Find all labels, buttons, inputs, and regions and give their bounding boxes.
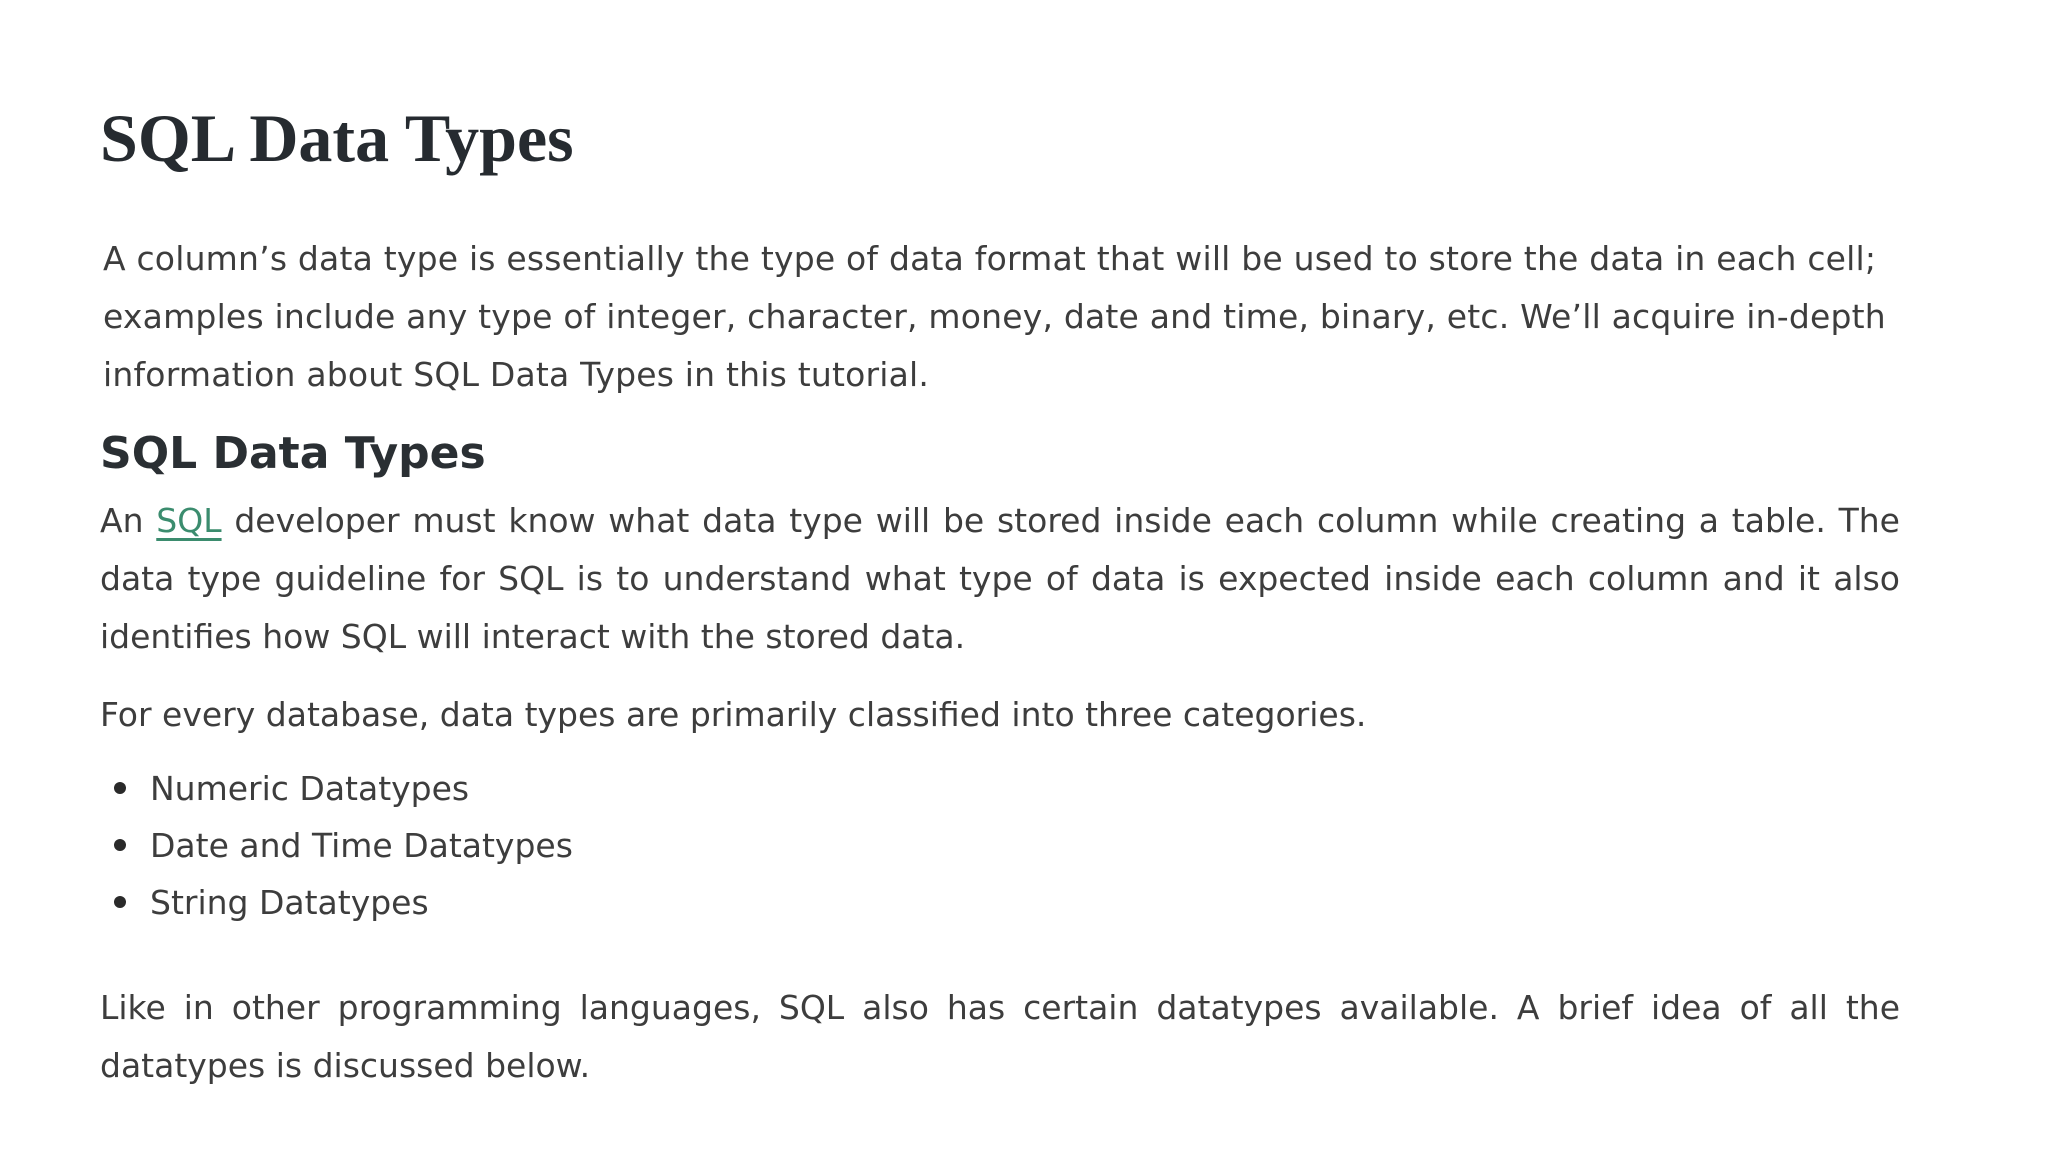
- category-label: Date and Time Datatypes: [150, 826, 573, 865]
- developer-paragraph: [100, 492, 1900, 666]
- category-list: [100, 760, 1980, 931]
- page-title: SQL Data Types: [100, 100, 574, 176]
- list-item: [150, 760, 1980, 817]
- article: [100, 90, 1980, 1095]
- bullet-icon: [114, 782, 126, 794]
- section-heading: SQL Data Types: [100, 428, 486, 479]
- sql-link[interactable]: SQL: [156, 501, 222, 540]
- category-label: String Datatypes: [150, 883, 429, 922]
- classification-paragraph: For every database, data types are primarily classified into three categories.: [100, 695, 1367, 734]
- developer-paragraph-prefix: An: [100, 501, 157, 540]
- bullet-icon: [114, 896, 126, 908]
- bullet-icon: [114, 839, 126, 851]
- intro-paragraph: A column’s data type is essentially the type of data format that will be used to store the data in each cell; examples include any type of integer, character, money, date and time, binary, etc. We’ll acquire in-depth information about SQL Data Types in this tutorial.: [103, 239, 1886, 394]
- developer-paragraph-text: developer must know what data type will be stored inside each column while creating a table. The data type guideline for SQL is to understand what type of data is expected inside each column and it also identifies how SQL will interact with the stored data.: [100, 501, 1900, 656]
- list-item: [150, 874, 1980, 931]
- list-item: [150, 817, 1980, 874]
- category-label: Numeric Datatypes: [150, 769, 470, 808]
- closing-paragraph: Like in other programming languages, SQL also has certain datatypes available. A brief idea of all the datatypes is discussed below.: [100, 988, 1900, 1085]
